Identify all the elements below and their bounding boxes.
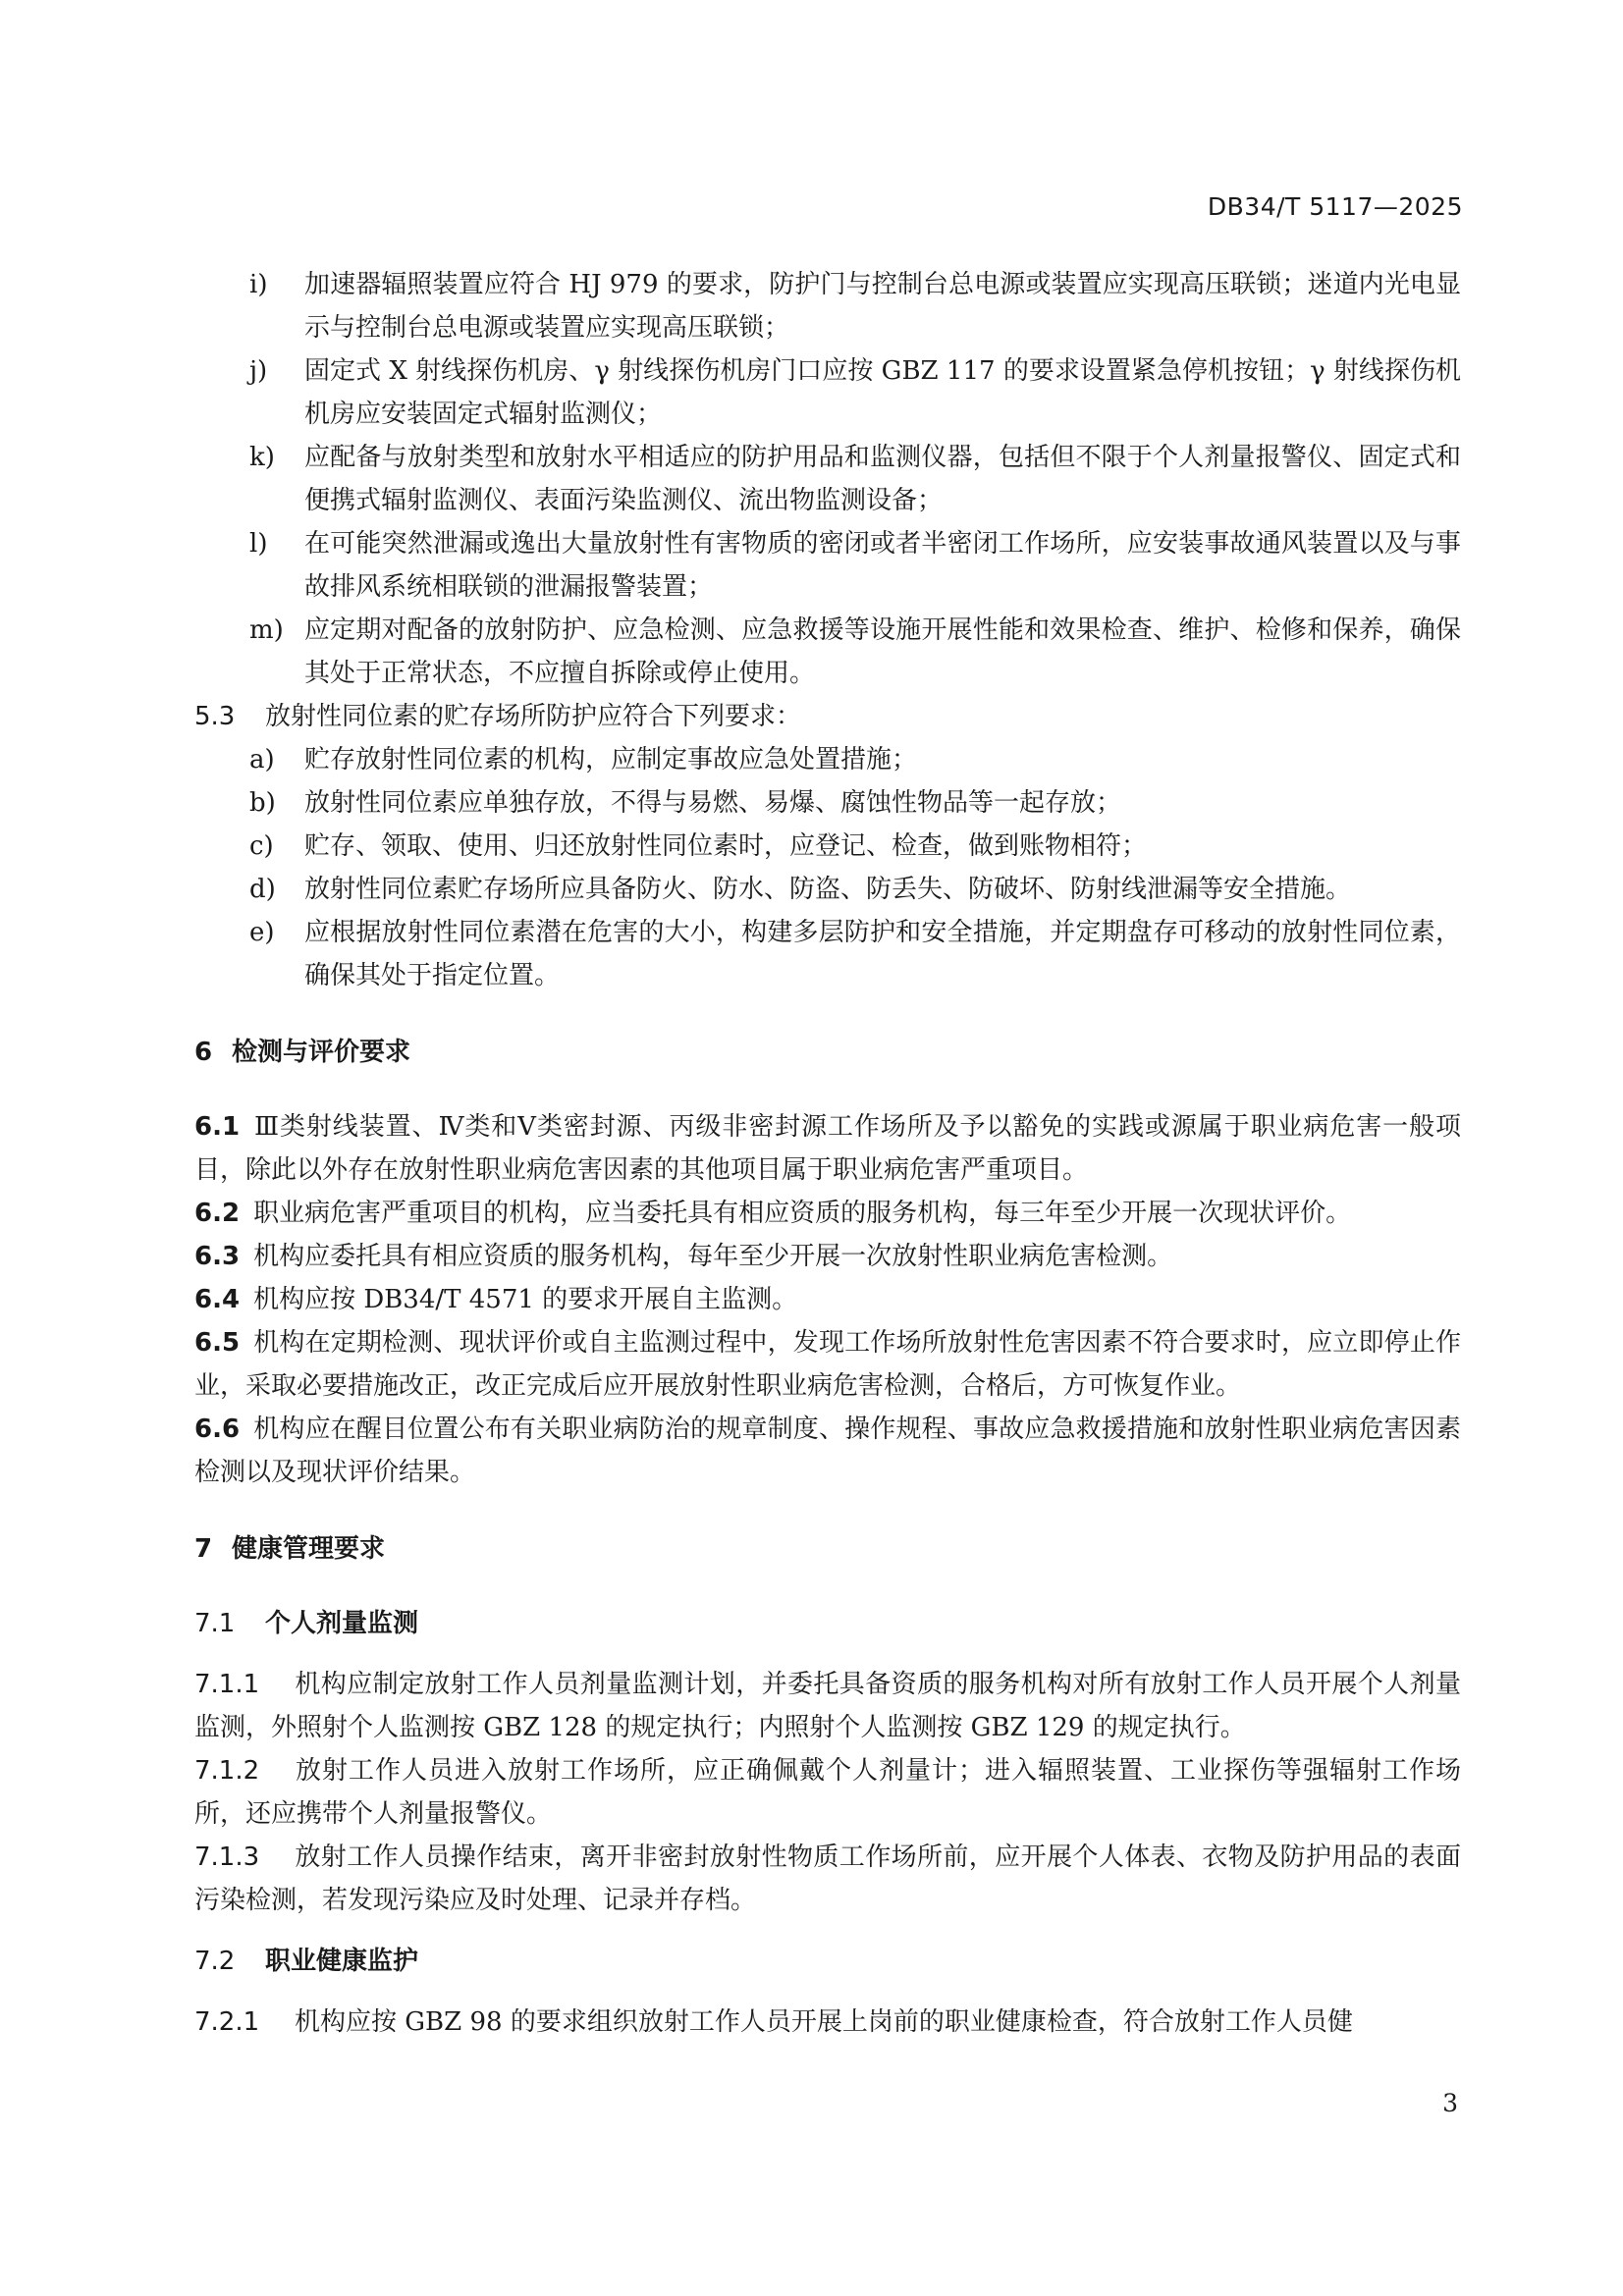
clause-number: 5.3 [194, 702, 236, 731]
list-text: 应定期对配备的放射防护、应急检测、应急救援等设施开展性能和效果检查、维护、检修和保养，确保其处于正常状态，不应擅自拆除或停止使用。 [304, 615, 1461, 688]
list-text: 放射性同位素应单独存放，不得与易燃、易爆、腐蚀性物品等一起存放； [304, 788, 1122, 818]
list-item [249, 781, 1461, 825]
subsection-title: 个人剂量监测 [265, 1609, 419, 1638]
clause-paragraph [194, 1663, 1461, 1749]
clause-text: 机构应委托具有相应资质的服务机构，每年至少开展一次放射性职业病危害检测。 [253, 1242, 1173, 1271]
subsection-7-2-heading [194, 1940, 1461, 1983]
clause-paragraph [194, 2001, 1461, 2044]
list-marker: e) [249, 918, 275, 947]
clause-paragraph [194, 1235, 1461, 1278]
list-text: 贮存放射性同位素的机构，应制定事故应急处置措施； [304, 745, 918, 774]
clause-text: 机构应按 DB34/T 4571 的要求开展自主监测。 [253, 1285, 798, 1314]
clause-number: 6.4 [194, 1285, 241, 1314]
clause-number: 7.1.1 [194, 1670, 260, 1699]
clause-text: 机构在定期检测、现状评价或自主监测过程中，发现工作场所放射性危害因素不符合要求时，应立即停止作业，采取必要措施改正，改正完成后应开展放射性职业病危害检测，合格后，方可恢复作业。 [194, 1328, 1461, 1401]
list-text: 在可能突然泄漏或逸出大量放射性有害物质的密闭或者半密闭工作场所，应安装事故通风装置以及与事故排风系统相联锁的泄漏报警装置； [304, 529, 1461, 602]
list-marker: i) [249, 270, 268, 299]
list-text: 应根据放射性同位素潜在危害的大小，构建多层防护和安全措施，并定期盘存可移动的放射性同位素，确保其处于指定位置。 [304, 918, 1461, 990]
section-number: 7 [194, 1534, 213, 1564]
section-title: 检测与评价要求 [232, 1038, 411, 1067]
clause-paragraph [194, 1278, 1461, 1321]
list-marker: b) [249, 788, 276, 818]
clause-text: 职业病危害严重项目的机构，应当委托具有相应资质的服务机构，每三年至少开展一次现状评价。 [253, 1199, 1352, 1228]
clause-5-3 [194, 695, 1461, 738]
clause-number: 7.1.2 [194, 1756, 260, 1786]
list-text: 贮存、领取、使用、归还放射性同位素时，应登记、检查，做到账物相符； [304, 831, 1148, 861]
subsection-number: 7.1 [194, 1609, 236, 1638]
list-item [249, 868, 1461, 911]
page-content [194, 263, 1461, 2044]
list-marker: a) [249, 745, 275, 774]
subsection-number: 7.2 [194, 1947, 236, 1976]
list-item [249, 436, 1461, 522]
list-item [249, 911, 1461, 997]
clause-number: 6.3 [194, 1242, 241, 1271]
clause-number: 7.2.1 [194, 2007, 260, 2037]
list-marker: d) [249, 875, 276, 904]
subsection-7-2-clauses [194, 2001, 1461, 2044]
clause-text: Ⅲ类射线装置、Ⅳ类和Ⅴ类密封源、丙级非密封源工作场所及予以豁免的实践或源属于职业病危害一般项目，除此以外存在放射性职业病危害因素的其他项目属于职业病危害严重项目。 [194, 1112, 1461, 1185]
list-item [249, 738, 1461, 781]
section-title: 健康管理要求 [232, 1534, 386, 1564]
list-item [249, 522, 1461, 609]
clause-paragraph [194, 1321, 1461, 1408]
clause-text: 放射性同位素的贮存场所防护应符合下列要求： [265, 702, 802, 731]
clause-text: 放射工作人员操作结束，离开非密封放射性物质工作场所前，应开展个人体表、衣物及防护用品的表面污染检测，若发现污染应及时处理、记录并存档。 [194, 1842, 1461, 1915]
clause-paragraph [194, 1836, 1461, 1922]
list-text: 加速器辐照装置应符合 HJ 979 的要求，防护门与控制台总电源或装置应实现高压联锁；迷道内光电显示与控制台总电源或装置应实现高压联锁； [304, 270, 1461, 343]
list-top [194, 263, 1461, 695]
clause-text: 机构应制定放射工作人员剂量监测计划，并委托具备资质的服务机构对所有放射工作人员开展个人剂量监测，外照射个人监测按 GBZ 128 的规定执行；内照射个人监测按 GBZ 129 的规定执行。 [194, 1670, 1461, 1742]
list-item [249, 349, 1461, 436]
clause-number: 6.1 [194, 1112, 241, 1142]
clause-paragraph [194, 1105, 1461, 1192]
list-item [249, 825, 1461, 868]
list-marker: j) [249, 356, 268, 386]
clause-text: 机构应按 GBZ 98 的要求组织放射工作人员开展上岗前的职业健康检查，符合放射工作人员健 [295, 2007, 1353, 2037]
subsection-7-1-clauses [194, 1663, 1461, 1922]
clause-number: 7.1.3 [194, 1842, 260, 1872]
document-code-header: DB34/T 5117—2025 [1207, 192, 1463, 221]
clause-number: 6.6 [194, 1415, 241, 1444]
list-text: 放射性同位素贮存场所应具备防火、防水、防盗、防丢失、防破坏、防射线泄漏等安全措施。 [304, 875, 1352, 904]
clause-number: 6.2 [194, 1199, 241, 1228]
section-6-heading [194, 1031, 1461, 1074]
subsection-7-1-heading [194, 1602, 1461, 1645]
clause-text: 机构应在醒目位置公布有关职业病防治的规章制度、操作规程、事故应急救援措施和放射性职业病危害因素检测以及现状评价结果。 [194, 1415, 1461, 1487]
clause-paragraph [194, 1408, 1461, 1494]
list-text: 固定式 X 射线探伤机房、γ 射线探伤机房门口应按 GBZ 117 的要求设置紧急停机按钮；γ 射线探伤机机房应安装固定式辐射监测仪； [304, 356, 1461, 429]
clause-text: 放射工作人员进入放射工作场所，应正确佩戴个人剂量计；进入辐照装置、工业探伤等强辐射工作场所，还应携带个人剂量报警仪。 [194, 1756, 1461, 1829]
list-marker: c) [249, 831, 274, 861]
clause-number: 6.5 [194, 1328, 241, 1358]
clause-paragraph [194, 1749, 1461, 1836]
list-marker: l) [249, 529, 268, 559]
list-item [249, 609, 1461, 695]
subsection-title: 职业健康监护 [265, 1947, 419, 1976]
page-number: 3 [1442, 2089, 1458, 2117]
list-marker: m) [249, 615, 284, 645]
section-7-heading [194, 1527, 1461, 1571]
clause-paragraph [194, 1192, 1461, 1235]
list-text: 应配备与放射类型和放射水平相适应的防护用品和监测仪器，包括但不限于个人剂量报警仪、固定式和便携式辐射监测仪、表面污染监测仪、流出物监测设备； [304, 443, 1461, 515]
list-item [249, 263, 1461, 349]
list-5-3 [194, 738, 1461, 997]
section-6-clauses [194, 1105, 1461, 1494]
section-number: 6 [194, 1038, 213, 1067]
list-marker: k) [249, 443, 275, 472]
